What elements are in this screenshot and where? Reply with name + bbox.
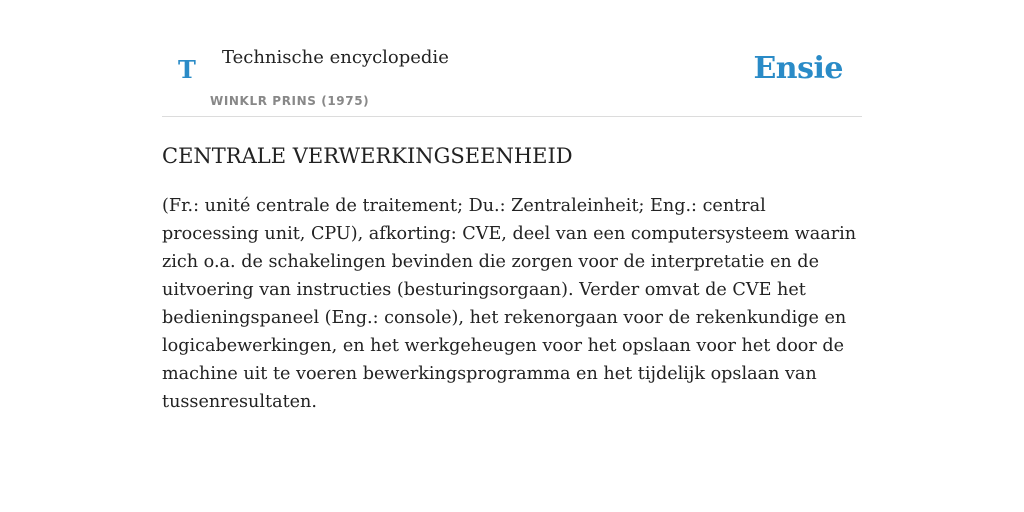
encyclopedia-title[interactable]: Technische encyclopedie: [222, 47, 449, 68]
page: [162, 0, 862, 412]
ensie-logo[interactable]: Ensie: [753, 51, 843, 86]
entry-title: CENTRALE VERWERKINGSEENHEID: [162, 144, 573, 168]
entry-body: (Fr.: unité centrale de traitement; Du.: Zentraleinheit; Eng.: central processing unit, CPU), afkorting: CVE, deel van een computersysteem waarin zich o.a. de schakelingen bevinden die zorgen voor de interpretatie en de uitvoering van instructies (besturingsorgaan). Verder omvat de CVE het bedieningspaneel (Eng.: console), het rekenorgaan voor de rekenkundige en logicabewerkingen, en het werkgeheugen voor het opslaan voor het door de machine uit te voeren bewerkingsprogramma en het tijdelijk opslaan van tussenresultaten.: [162, 196, 857, 412]
source-label: WINKLR PRINS (1975): [210, 94, 370, 108]
encyclopedia-logo[interactable]: T: [178, 55, 196, 84]
encyclopedia-header: [162, 0, 862, 117]
